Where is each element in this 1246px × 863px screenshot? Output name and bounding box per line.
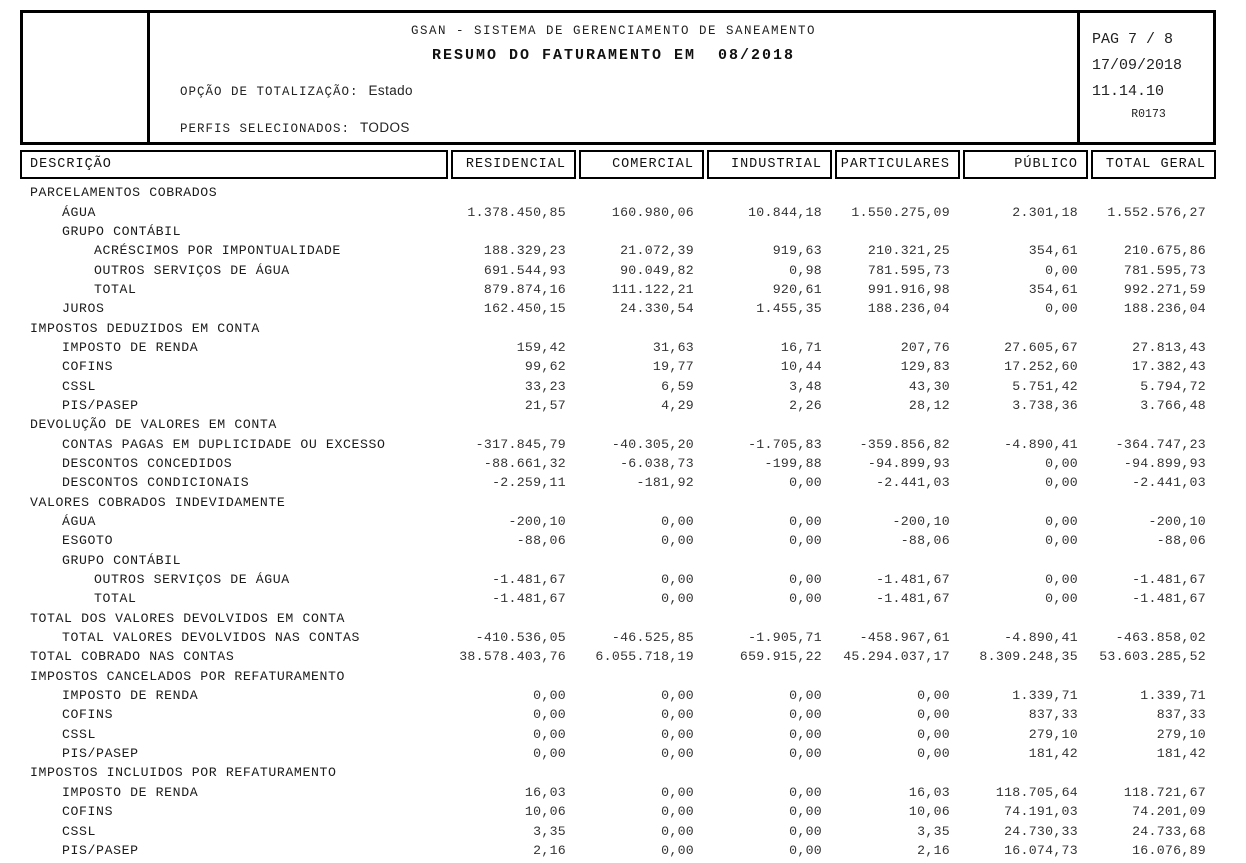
cell-value: 0,00 <box>661 823 694 839</box>
table-row <box>20 338 1216 357</box>
cell-value: -1.481,67 <box>876 591 950 607</box>
profiles-label: PERFIS SELECIONADOS: <box>180 122 351 136</box>
cell-value: 0,98 <box>789 262 822 278</box>
table-row <box>20 396 1216 415</box>
cell-value: -94.899,93 <box>1123 455 1206 471</box>
cell-value: -94.899,93 <box>867 455 950 471</box>
cell-value: -410.536,05 <box>475 630 566 646</box>
report-table-body <box>20 183 1216 860</box>
cell-value: 17.252,60 <box>1004 359 1078 375</box>
cell-value: 162.450,15 <box>483 301 566 317</box>
cell-value: -1.481,67 <box>1132 572 1206 588</box>
cell-value: 53.603.285,52 <box>1099 649 1206 665</box>
row-description: IMPOSTO DE RENDA <box>62 339 199 355</box>
table-row <box>20 609 1216 628</box>
table-row <box>20 667 1216 686</box>
cell-value: -4.890,41 <box>1004 630 1078 646</box>
cell-value: -463.858,02 <box>1115 630 1206 646</box>
totalization-label: OPÇÃO DE TOTALIZAÇÃO: <box>180 85 359 99</box>
cell-value: 3.766,48 <box>1140 397 1206 413</box>
cell-value: 43,30 <box>908 378 950 394</box>
table-row <box>20 222 1216 241</box>
row-description: IMPOSTOS CANCELADOS POR REFATURAMENTO <box>30 668 346 684</box>
row-description: TOTAL <box>94 591 137 607</box>
cell-value: 691.544,93 <box>483 262 566 278</box>
cell-value: 0,00 <box>661 726 694 742</box>
row-description: IMPOSTO DE RENDA <box>62 688 199 704</box>
cell-value: 17.382,43 <box>1132 359 1206 375</box>
cell-value: 2.301,18 <box>1012 204 1078 220</box>
cell-value: -88.661,32 <box>483 455 566 471</box>
cell-value: 99,62 <box>524 359 566 375</box>
cell-value: 0,00 <box>533 726 566 742</box>
cell-value: 2,16 <box>533 842 566 858</box>
column-header-descricao: DESCRIÇÃO <box>20 150 448 179</box>
profiles-line <box>180 120 410 136</box>
cell-value: 24.330,54 <box>620 301 694 317</box>
cell-value: 354,61 <box>1028 243 1078 259</box>
cell-value: 16,71 <box>780 339 822 355</box>
cell-value: 0,00 <box>789 823 822 839</box>
cell-value: 33,23 <box>524 378 566 394</box>
cell-value: 5.794,72 <box>1140 378 1206 394</box>
cell-value: 0,00 <box>789 842 822 858</box>
profiles-value: TODOS <box>360 120 410 135</box>
row-description: CSSL <box>62 378 97 394</box>
table-row <box>20 647 1216 666</box>
cell-value: 2,26 <box>789 397 822 413</box>
row-description: GRUPO CONTÁBIL <box>62 223 182 239</box>
column-header-industrial: INDUSTRIAL <box>707 150 832 179</box>
cell-value: -1.705,83 <box>748 436 822 452</box>
cell-value: -1.481,67 <box>1132 591 1206 607</box>
cell-value: 5.751,42 <box>1012 378 1078 394</box>
cell-value: 837,33 <box>1156 707 1206 723</box>
cell-value: 6,59 <box>661 378 694 394</box>
cell-value: 159,42 <box>516 339 566 355</box>
cell-value: 181,42 <box>1156 746 1206 762</box>
cell-value: -317.845,79 <box>475 436 566 452</box>
cell-value: 837,33 <box>1028 707 1078 723</box>
cell-value: 118.721,67 <box>1123 784 1206 800</box>
cell-value: 279,10 <box>1156 726 1206 742</box>
table-row <box>20 415 1216 434</box>
cell-value: 1.550.275,09 <box>851 204 950 220</box>
row-description: ÁGUA <box>62 204 97 220</box>
cell-value: -40.305,20 <box>611 436 694 452</box>
cell-value: 0,00 <box>661 746 694 762</box>
row-description: IMPOSTOS DEDUZIDOS EM CONTA <box>30 320 260 336</box>
cell-value: 0,00 <box>789 707 822 723</box>
cell-value: 920,61 <box>772 281 822 297</box>
cell-value: 2,16 <box>917 842 950 858</box>
row-description: DESCONTOS CONDICIONAIS <box>62 475 250 491</box>
row-description: PIS/PASEP <box>62 397 139 413</box>
cell-value: 0,00 <box>661 842 694 858</box>
cell-value: 0,00 <box>661 804 694 820</box>
column-header-total-geral: TOTAL GERAL <box>1091 150 1216 179</box>
cell-value: 0,00 <box>917 726 950 742</box>
table-row <box>20 241 1216 260</box>
cell-value: 4,29 <box>661 397 694 413</box>
cell-value: 0,00 <box>661 572 694 588</box>
table-row <box>20 744 1216 763</box>
report-date: 17/09/2018 <box>1092 57 1183 74</box>
cell-value: -6.038,73 <box>620 455 694 471</box>
cell-value: 0,00 <box>661 514 694 530</box>
cell-value: -364.747,23 <box>1115 436 1206 452</box>
cell-value: 0,00 <box>917 688 950 704</box>
row-description: ÁGUA <box>62 514 97 530</box>
cell-value: 0,00 <box>789 726 822 742</box>
cell-value: 24.733,68 <box>1132 823 1206 839</box>
cell-value: 160.980,06 <box>611 204 694 220</box>
row-description: TOTAL <box>94 281 137 297</box>
column-header-particulares: PARTICULARES <box>835 150 960 179</box>
header-center <box>150 13 1077 142</box>
cell-value: 0,00 <box>1045 514 1078 530</box>
cell-value: 19,77 <box>652 359 694 375</box>
cell-value: 16.074,73 <box>1004 842 1078 858</box>
table-row <box>20 821 1216 840</box>
row-description: PARCELAMENTOS COBRADOS <box>30 185 218 201</box>
cell-value: 6.055.718,19 <box>595 649 694 665</box>
cell-value: 0,00 <box>789 572 822 588</box>
cell-value: 992.271,59 <box>1123 281 1206 297</box>
cell-value: -2.441,03 <box>1132 475 1206 491</box>
column-header-comercial: COMERCIAL <box>579 150 704 179</box>
cell-value: 45.294.037,17 <box>843 649 950 665</box>
cell-value: 0,00 <box>789 514 822 530</box>
row-description: DEVOLUÇÃO DE VALORES EM CONTA <box>30 417 277 433</box>
cell-value: 0,00 <box>789 784 822 800</box>
cell-value: 0,00 <box>917 746 950 762</box>
cell-value: 781.595,73 <box>1123 262 1206 278</box>
cell-value: 0,00 <box>917 707 950 723</box>
cell-value: 0,00 <box>1045 591 1078 607</box>
table-row <box>20 280 1216 299</box>
row-description: PIS/PASEP <box>62 842 139 858</box>
row-description: VALORES COBRADOS INDEVIDAMENTE <box>30 494 286 510</box>
cell-value: -181,92 <box>636 475 694 491</box>
cell-value: 1.455,35 <box>756 301 822 317</box>
cell-value: 3,35 <box>917 823 950 839</box>
table-row <box>20 202 1216 221</box>
cell-value: 0,00 <box>789 591 822 607</box>
cell-value: 207,76 <box>900 339 950 355</box>
cell-value: 3,48 <box>789 378 822 394</box>
cell-value: 38.578.403,76 <box>459 649 566 665</box>
cell-value: -199,88 <box>764 455 822 471</box>
cell-value: 111.122,21 <box>611 281 694 297</box>
cell-value: 0,00 <box>533 707 566 723</box>
row-description: TOTAL VALORES DEVOLVIDOS NAS CONTAS <box>62 630 360 646</box>
cell-value: 31,63 <box>652 339 694 355</box>
cell-value: 0,00 <box>789 746 822 762</box>
cell-value: 879.874,16 <box>483 281 566 297</box>
cell-value: 21.072,39 <box>620 243 694 259</box>
cell-value: -88,06 <box>516 533 566 549</box>
row-description: CONTAS PAGAS EM DUPLICIDADE OU EXCESSO <box>62 436 386 452</box>
table-row <box>20 434 1216 453</box>
table-row <box>20 705 1216 724</box>
table-row <box>20 357 1216 376</box>
cell-value: -88,06 <box>1156 533 1206 549</box>
row-description: GRUPO CONTÁBIL <box>62 552 182 568</box>
totalization-value: Estado <box>368 83 413 98</box>
cell-value: 188.236,04 <box>1123 301 1206 317</box>
table-row <box>20 493 1216 512</box>
cell-value: 0,00 <box>661 688 694 704</box>
cell-value: -46.525,85 <box>611 630 694 646</box>
cell-value: 0,00 <box>661 591 694 607</box>
table-row <box>20 531 1216 550</box>
cell-value: 1.339,71 <box>1140 688 1206 704</box>
cell-value: 10,06 <box>524 804 566 820</box>
cell-value: 0,00 <box>789 804 822 820</box>
cell-value: 0,00 <box>789 533 822 549</box>
cell-value: 279,10 <box>1028 726 1078 742</box>
report-time: 11.14.10 <box>1092 83 1165 100</box>
table-row <box>20 376 1216 395</box>
cell-value: -1.905,71 <box>748 630 822 646</box>
column-header-residencial: RESIDENCIAL <box>451 150 576 179</box>
table-row <box>20 686 1216 705</box>
table-row <box>20 512 1216 531</box>
cell-value: 181,42 <box>1028 746 1078 762</box>
table-row <box>20 725 1216 744</box>
row-description: JUROS <box>62 301 105 317</box>
cell-value: 991.916,98 <box>867 281 950 297</box>
row-description: OUTROS SERVIÇOS DE ÁGUA <box>94 262 290 278</box>
row-description: IMPOSTO DE RENDA <box>62 784 199 800</box>
report-code: R0173 <box>1131 108 1166 121</box>
table-row <box>20 183 1216 202</box>
row-description: COFINS <box>62 359 114 375</box>
cell-value: 24.730,33 <box>1004 823 1078 839</box>
cell-value: 28,12 <box>908 397 950 413</box>
cell-value: 129,83 <box>900 359 950 375</box>
cell-value: 0,00 <box>1045 475 1078 491</box>
table-row <box>20 570 1216 589</box>
cell-value: 210.675,86 <box>1123 243 1206 259</box>
cell-value: -2.441,03 <box>876 475 950 491</box>
cell-value: -359.856,82 <box>859 436 950 452</box>
page-number: PAG 7 / 8 <box>1092 31 1174 48</box>
cell-value: 0,00 <box>661 533 694 549</box>
cell-value: 781.595,73 <box>867 262 950 278</box>
cell-value: -2.259,11 <box>492 475 566 491</box>
cell-value: -1.481,67 <box>876 572 950 588</box>
cell-value: 0,00 <box>1045 301 1078 317</box>
cell-value: 1.378.450,85 <box>467 204 566 220</box>
cell-value: 16,03 <box>524 784 566 800</box>
table-row <box>20 763 1216 782</box>
table-row <box>20 589 1216 608</box>
row-description: OUTROS SERVIÇOS DE ÁGUA <box>94 572 290 588</box>
row-description: COFINS <box>62 707 114 723</box>
column-header-publico: PÚBLICO <box>963 150 1088 179</box>
cell-value: 0,00 <box>789 475 822 491</box>
row-description: PIS/PASEP <box>62 746 139 762</box>
cell-value: 3.738,36 <box>1012 397 1078 413</box>
table-row <box>20 299 1216 318</box>
cell-value: 74.191,03 <box>1004 804 1078 820</box>
cell-value: 188.329,23 <box>483 243 566 259</box>
cell-value: -1.481,67 <box>492 591 566 607</box>
row-description: CSSL <box>62 726 97 742</box>
row-description: TOTAL COBRADO NAS CONTAS <box>30 649 235 665</box>
cell-value: 90.049,82 <box>620 262 694 278</box>
cell-value: 27.605,67 <box>1004 339 1078 355</box>
cell-value: -458.967,61 <box>859 630 950 646</box>
totalization-line <box>180 83 413 99</box>
cell-value: -200,10 <box>1148 514 1206 530</box>
row-description: TOTAL DOS VALORES DEVOLVIDOS EM CONTA <box>30 610 346 626</box>
cell-value: 188.236,04 <box>867 301 950 317</box>
cell-value: 210.321,25 <box>867 243 950 259</box>
cell-value: 919,63 <box>772 243 822 259</box>
cell-value: 659.915,22 <box>739 649 822 665</box>
cell-value: 3,35 <box>533 823 566 839</box>
cell-value: 10,44 <box>780 359 822 375</box>
report-title: RESUMO DO FATURAMENTO EM 08/2018 <box>431 47 796 64</box>
cell-value: -200,10 <box>508 514 566 530</box>
cell-value: 1.552.576,27 <box>1107 204 1206 220</box>
cell-value: 0,00 <box>661 707 694 723</box>
row-description: COFINS <box>62 804 114 820</box>
cell-value: 354,61 <box>1028 281 1078 297</box>
table-row <box>20 783 1216 802</box>
table-row <box>20 628 1216 647</box>
cell-value: 21,57 <box>524 397 566 413</box>
cell-value: 118.705,64 <box>995 784 1078 800</box>
cell-value: -200,10 <box>892 514 950 530</box>
row-description: CSSL <box>62 823 97 839</box>
row-description: ESGOTO <box>62 533 114 549</box>
cell-value: 1.339,71 <box>1012 688 1078 704</box>
table-row <box>20 841 1216 860</box>
table-header-row <box>20 150 1216 179</box>
cell-value: 0,00 <box>661 784 694 800</box>
cell-value: -1.481,67 <box>492 572 566 588</box>
report-header <box>20 10 1216 145</box>
cell-value: 0,00 <box>789 688 822 704</box>
cell-value: 0,00 <box>1045 262 1078 278</box>
cell-value: 10.844,18 <box>748 204 822 220</box>
page-info-box <box>1077 13 1213 142</box>
row-description: IMPOSTOS INCLUIDOS POR REFATURAMENTO <box>30 765 337 781</box>
table-row <box>20 318 1216 337</box>
cell-value: 0,00 <box>1045 455 1078 471</box>
cell-value: 0,00 <box>533 688 566 704</box>
table-row <box>20 473 1216 492</box>
row-description: ACRÉSCIMOS POR IMPONTUALIDADE <box>94 243 341 259</box>
cell-value: 0,00 <box>1045 533 1078 549</box>
cell-value: 8.309.248,35 <box>979 649 1078 665</box>
logo-placeholder <box>23 13 150 142</box>
table-row <box>20 454 1216 473</box>
system-title: GSAN - SISTEMA DE GERENCIAMENTO DE SANEAMENTO <box>410 24 817 38</box>
table-row <box>20 802 1216 821</box>
cell-value: 16.076,89 <box>1132 842 1206 858</box>
cell-value: -88,06 <box>900 533 950 549</box>
row-description: DESCONTOS CONCEDIDOS <box>62 455 233 471</box>
cell-value: 27.813,43 <box>1132 339 1206 355</box>
cell-value: 0,00 <box>1045 572 1078 588</box>
cell-value: 74.201,09 <box>1132 804 1206 820</box>
table-row <box>20 260 1216 279</box>
cell-value: 10,06 <box>908 804 950 820</box>
cell-value: 16,03 <box>908 784 950 800</box>
table-row <box>20 551 1216 570</box>
cell-value: 0,00 <box>533 746 566 762</box>
cell-value: -4.890,41 <box>1004 436 1078 452</box>
